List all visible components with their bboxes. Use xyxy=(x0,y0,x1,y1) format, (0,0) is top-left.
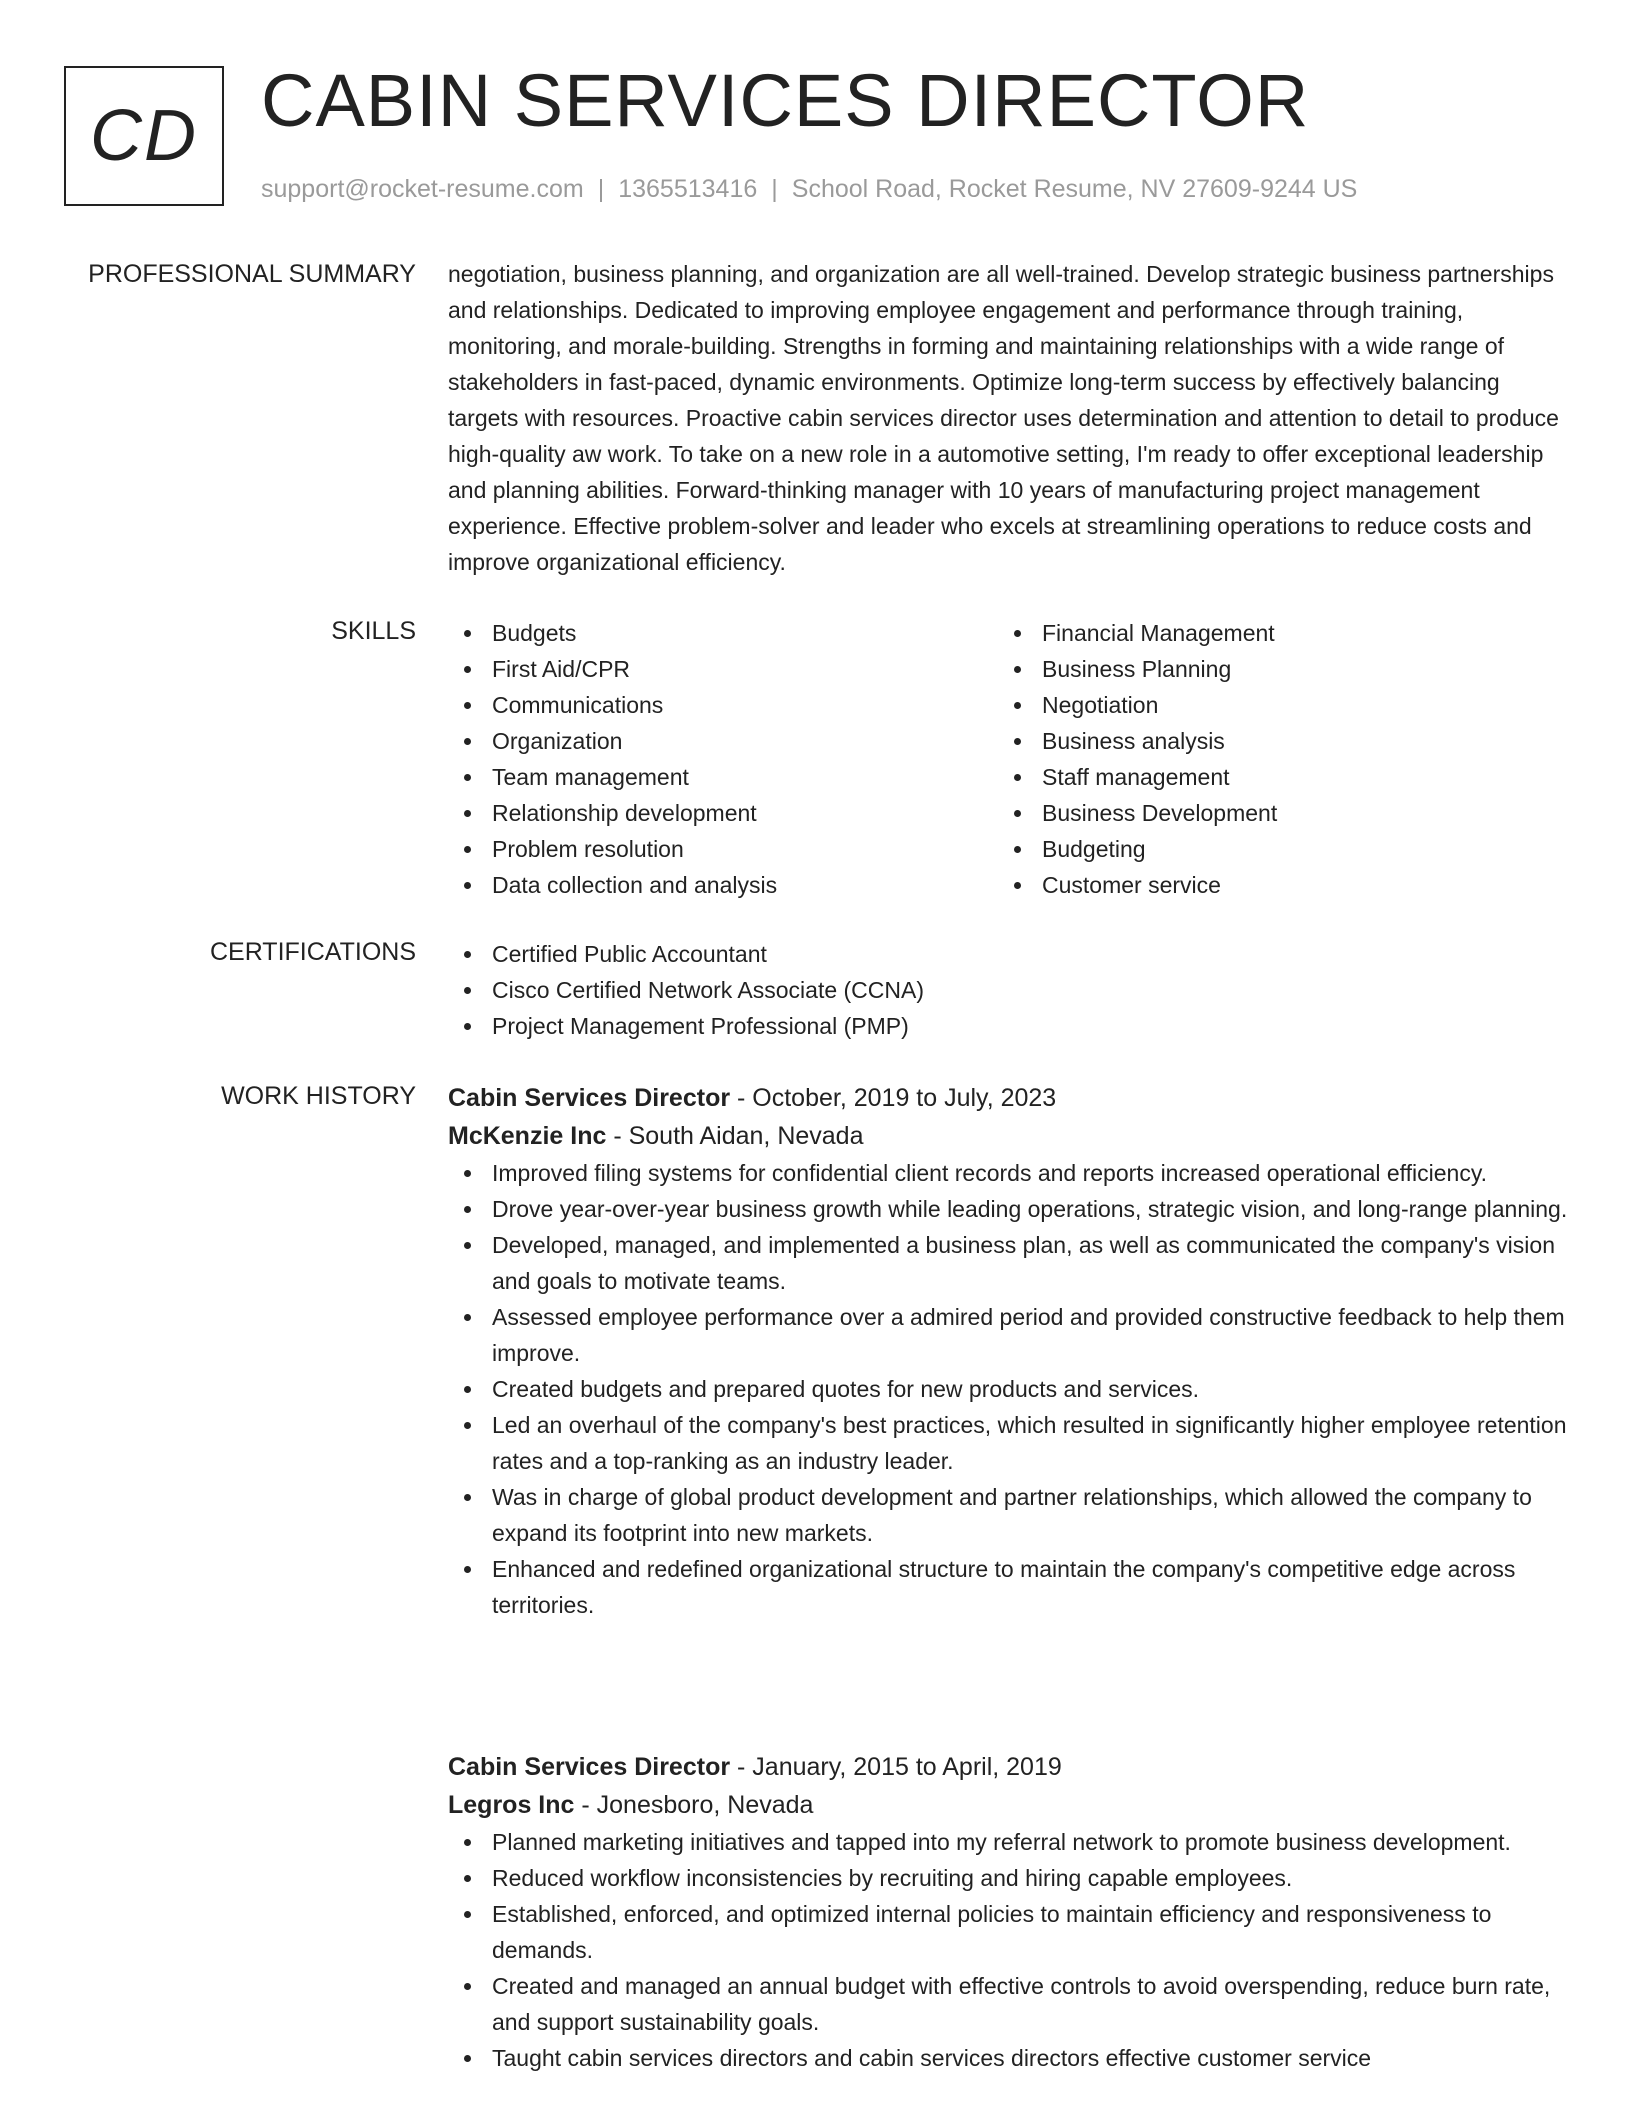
contact-phone[interactable]: 1365513416 xyxy=(618,175,758,203)
contact-line xyxy=(261,175,1357,204)
certification-item: Project Management Professional (PMP) xyxy=(448,1008,1568,1044)
job-title-line xyxy=(448,1748,1568,1786)
job-location: - South Aidan, Nevada xyxy=(606,1122,864,1150)
skill-item: Problem resolution xyxy=(448,831,988,867)
summary-heading: PROFESSIONAL SUMMARY xyxy=(88,260,416,288)
certifications-section xyxy=(448,936,1568,1044)
candidate-name: CABIN SERVICES DIRECTOR xyxy=(261,59,1310,142)
job-bullets xyxy=(448,1824,1568,2076)
job-bullet: Established, enforced, and optimized internal policies to maintain efficiency and responsiveness to demands. xyxy=(448,1896,1568,1968)
skill-item: Communications xyxy=(448,687,988,723)
skill-item: Negotiation xyxy=(998,687,1558,723)
job-company-line xyxy=(448,1786,1568,1824)
job-bullet: Drove year-over-year business growth while leading operations, strategic vision, and long-range planning. xyxy=(448,1191,1568,1227)
skill-item: Budgets xyxy=(448,615,988,651)
skills-list-right xyxy=(998,615,1558,903)
job-bullet: Reduced workflow inconsistencies by recruiting and hiring capable employees. xyxy=(448,1860,1568,1896)
job-entry xyxy=(448,1748,1568,2076)
skill-item: Business analysis xyxy=(998,723,1558,759)
job-bullets xyxy=(448,1155,1568,1623)
certification-item: Cisco Certified Network Associate (CCNA) xyxy=(448,972,1568,1008)
certifications-list xyxy=(448,936,1568,1044)
job-bullet: Enhanced and redefined organizational structure to maintain the company's competitive edge across territories. xyxy=(448,1551,1568,1623)
summary-section xyxy=(448,256,1560,580)
skill-item: Team management xyxy=(448,759,988,795)
skills-left-column xyxy=(448,615,988,903)
skill-item: Relationship development xyxy=(448,795,988,831)
job-dates: - October, 2019 to July, 2023 xyxy=(730,1084,1057,1112)
job-bullet: Led an overhaul of the company's best practices, which resulted in significantly higher employee retention rates and a top-ranking as an industry leader. xyxy=(448,1407,1568,1479)
job-location: - Jonesboro, Nevada xyxy=(574,1791,814,1819)
job-entry xyxy=(448,1079,1568,1623)
certification-item: Certified Public Accountant xyxy=(448,936,1568,972)
job-company-line xyxy=(448,1117,1568,1155)
job-bullet: Created budgets and prepared quotes for new products and services. xyxy=(448,1371,1568,1407)
summary-text: negotiation, business planning, and organization are all well-trained. Develop strategic business partnerships and relationships. Dedicated to improving employee engagement and performance through training, monitoring, and morale-building. Strengths in forming and maintaining relationships with a wide range of stakeholders in fast-paced, dynamic environments. Optimize long-term success by effectively balancing targets with resources. Proactive cabin services director uses determination and attention to detail to produce high-quality aw work. To take on a new role in a automotive setting, I'm ready to offer exceptional leadership and planning abilities. Forward-thinking manager with 10 years of manufacturing project management experience. Effective problem-solver and leader who excels at streamlining operations to reduce costs and improve organizational efficiency. xyxy=(448,261,1559,575)
certifications-heading: CERTIFICATIONS xyxy=(209,938,416,966)
job-title: Cabin Services Director xyxy=(448,1753,731,1781)
skills-right-column xyxy=(998,615,1558,903)
monogram-logo: CD xyxy=(64,66,224,206)
skill-item: Business Planning xyxy=(998,651,1558,687)
job-bullet: Taught cabin services directors and cabin services directors effective customer service xyxy=(448,2040,1568,2076)
job-company: Legros Inc xyxy=(448,1791,575,1819)
job-bullet: Planned marketing initiatives and tapped into my referral network to promote business development. xyxy=(448,1824,1568,1860)
job-title: Cabin Services Director xyxy=(448,1084,731,1112)
job-bullet: Was in charge of global product development and partner relationships, which allowed the company to expand its footprint into new markets. xyxy=(448,1479,1568,1551)
skill-item: First Aid/CPR xyxy=(448,651,988,687)
contact-separator: | xyxy=(597,175,605,203)
job-bullet: Created and managed an annual budget with effective controls to avoid overspending, reduce burn rate, and support sustainability goals. xyxy=(448,1968,1568,2040)
skill-item: Organization xyxy=(448,723,988,759)
skill-item: Financial Management xyxy=(998,615,1558,651)
contact-address: School Road, Rocket Resume, NV 27609-9244 US xyxy=(791,175,1358,203)
skills-heading: SKILLS xyxy=(331,617,416,645)
skill-item: Staff management xyxy=(998,759,1558,795)
job-company: McKenzie Inc xyxy=(448,1122,607,1150)
skill-item: Customer service xyxy=(998,867,1558,903)
job-dates: - January, 2015 to April, 2019 xyxy=(730,1753,1062,1781)
skill-item: Data collection and analysis xyxy=(448,867,988,903)
job-bullet: Assessed employee performance over a admired period and provided constructive feedback to help them improve. xyxy=(448,1299,1568,1371)
skill-item: Budgeting xyxy=(998,831,1558,867)
contact-email[interactable]: support@rocket-resume.com xyxy=(261,175,584,203)
job-bullet: Improved filing systems for confidential client records and reports increased operational efficiency. xyxy=(448,1155,1568,1191)
skill-item: Business Development xyxy=(998,795,1558,831)
contact-separator: | xyxy=(771,175,778,203)
job-title-line xyxy=(448,1079,1568,1117)
work-history-heading: WORK HISTORY xyxy=(221,1082,416,1110)
skills-list-left xyxy=(448,615,988,903)
job-bullet: Developed, managed, and implemented a business plan, as well as communicated the company's vision and goals to motivate teams. xyxy=(448,1227,1568,1299)
